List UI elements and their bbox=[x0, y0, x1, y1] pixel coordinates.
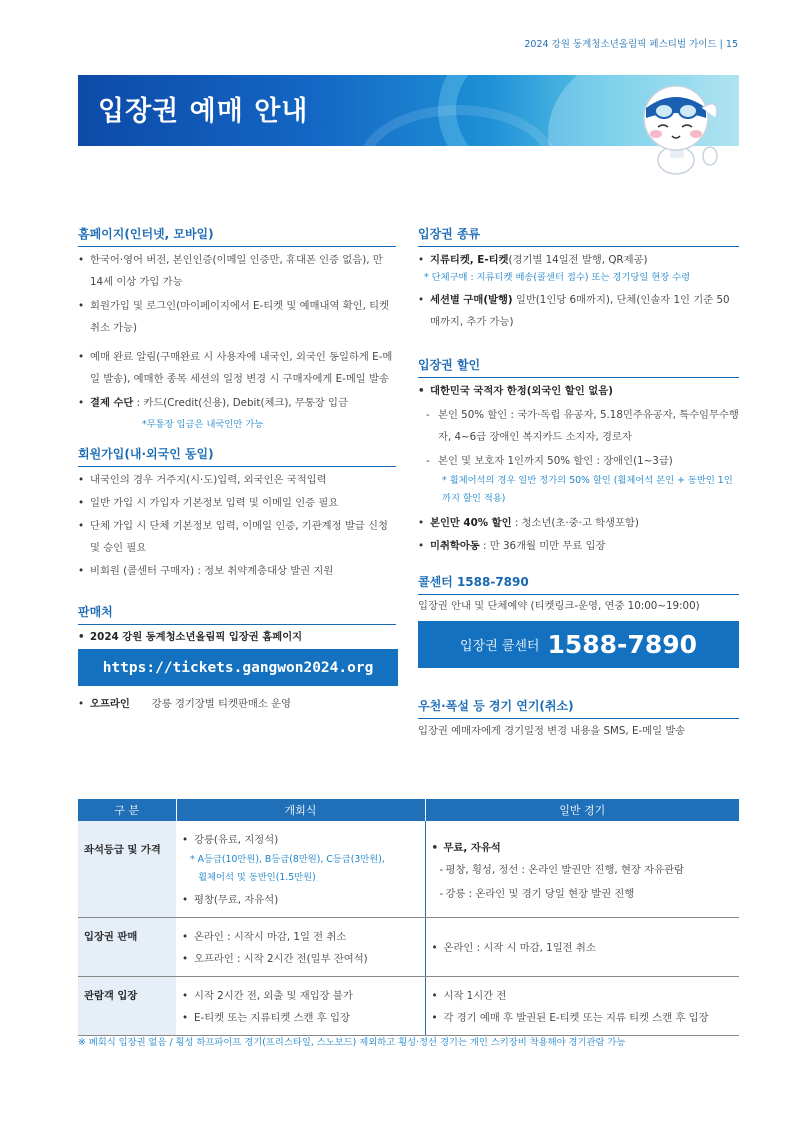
list-item: • 일반 가입 시 가입자 기본정보 입력 및 이메일 인증 필요 bbox=[78, 492, 396, 514]
ticket-type-bold: 지류티켓, E-티켓 bbox=[430, 254, 509, 266]
postpone-desc: 입장권 예매자에게 경기일정 변경 내용을 SMS, E-메일 발송 bbox=[418, 725, 686, 737]
ticket-type-text: (경기별 14일전 발행, QR제공) bbox=[508, 254, 648, 266]
cell-note: * A등급(10만원), B등급(8만원), C등급(3만원), bbox=[190, 854, 385, 865]
offline-text: 강릉 경기장별 티켓판매소 운영 bbox=[151, 698, 291, 710]
cell-item: • 오프라인 : 시작 2시간 전(일부 잔여석) bbox=[182, 948, 419, 970]
callcenter-box[interactable] bbox=[418, 621, 739, 668]
list-item: • 비회원 (콜센터 구매자) : 정보 취약계층대상 발권 지원 bbox=[78, 560, 396, 582]
section-title-seller: 판매처 bbox=[78, 603, 396, 625]
table-cell bbox=[176, 977, 425, 1036]
cell-note: 휠체어석 및 동반인(1.5만원) bbox=[198, 872, 316, 883]
ticket-info-table bbox=[78, 799, 739, 1036]
row-label: 좌석등급 및 가격 bbox=[78, 821, 176, 918]
discount-sub2: - 본인 및 보호자 1인까지 50% 할인 : 장애인(1~3급) bbox=[418, 450, 739, 472]
section-title-homepage: 홈페이지(인터넷, 모바일) bbox=[78, 225, 396, 247]
table-header: 일반 경기 bbox=[425, 799, 739, 821]
cell-sub: - 강릉 : 온라인 및 경기 당일 현장 발권 진행 bbox=[432, 883, 734, 905]
row-label: 관람객 입장 bbox=[78, 977, 176, 1036]
cell-sub: - 평창, 횡성, 정선 : 온라인 발권만 진행, 현장 자유관람 bbox=[432, 859, 734, 881]
seller-offline bbox=[78, 693, 396, 715]
list-item: • 단체 가입 시 단체 기본정보 입력, 이메일 인증, 기관계정 발급 신청 및 승인 필요 bbox=[78, 515, 396, 559]
seller-online bbox=[78, 626, 396, 648]
cell-item: • 평창(무료, 자유석) bbox=[182, 889, 419, 911]
list-item bbox=[78, 392, 396, 414]
cell-item: • 무료, 자유석 bbox=[432, 837, 734, 859]
footnote: ※ 폐회식 입장권 없음 / 횡성 하프파이프 경기(프리스타일, 스노보드) 제외하고 횡성·정선 경기는 개인 스키장비 착용해야 경기관람 가능 bbox=[78, 1037, 626, 1048]
table-cell bbox=[425, 821, 739, 918]
discount-nationality: • 대한민국 국적자 한정(외국인 할인 없음) bbox=[418, 380, 739, 402]
section-title-discount: 입장권 할인 bbox=[418, 356, 739, 378]
cell-item: • 시작 2시간 전, 외출 및 재입장 불가 bbox=[182, 985, 419, 1007]
list-item: • 내국인의 경우 거주지(시·도)입력, 외국인은 국적입력 bbox=[78, 469, 396, 491]
payment-text: : 카드(Credit(신용), Debit(체크), 무통장 입금 bbox=[133, 397, 348, 409]
ticket-type-note: * 단체구매 : 지류티켓 배송(콜센터 접수) 또는 경기당일 현장 수령 bbox=[424, 272, 691, 283]
cell-item: • 온라인 : 시작 시 마감, 1일전 취소 bbox=[432, 937, 734, 959]
discount-list bbox=[418, 380, 739, 557]
page-title: 입장권 예매 안내 bbox=[98, 96, 309, 127]
seller-online-label: • 2024 강원 동계청소년올림픽 입장권 홈페이지 bbox=[78, 626, 396, 648]
list-item: • 예매 완료 알림(구매완료 시 사용자에 내국인, 외국인 동일하게 E-메일 발송), 예매한 종목 세션의 일정 변경 시 구매자에게 E-메일 발송 bbox=[78, 346, 396, 390]
preschool-bold: 미취학아동 bbox=[430, 540, 480, 552]
table-row bbox=[78, 977, 739, 1036]
table-cell bbox=[176, 821, 425, 918]
table-header-row bbox=[78, 799, 739, 821]
cell-item: • 강릉(유료, 지정석) bbox=[182, 829, 419, 851]
callcenter-desc: 입장권 안내 및 단체예약 (티켓링크-운영, 연중 10:00~19:00) bbox=[418, 600, 700, 612]
callcenter-box-number: 1588-7890 bbox=[547, 630, 698, 659]
ticket-site-url-link[interactable]: https://tickets.gangwon2024.org bbox=[78, 649, 398, 686]
section-title-callcenter: 콜센터 1588-7890 bbox=[418, 573, 739, 595]
homepage-list bbox=[78, 249, 396, 434]
ticket-types-list bbox=[418, 249, 739, 333]
list-item: • 한국어·영어 버전, 본인인증(이메일 인증만, 휴대폰 인증 없음), 만 14세 이상 가입 가능 bbox=[78, 249, 396, 293]
section-title-membership: 회원가입(내·외국인 동일) bbox=[78, 445, 396, 467]
list-item: • 회원가입 및 로그인(마이페이지에서 E-티켓 및 예매내역 확인, 티켓 취소 가능) bbox=[78, 295, 396, 339]
cell-item: • E-티켓 또는 지류티켓 스캔 후 입장 bbox=[182, 1007, 419, 1029]
section-title-postpone: 우천·폭설 등 경기 연기(취소) bbox=[418, 697, 739, 719]
callcenter-box-label: 입장권 콜센터 bbox=[459, 639, 540, 654]
table-cell bbox=[176, 918, 425, 977]
table-header: 구 분 bbox=[78, 799, 176, 821]
discount-40-text: : 청소년(초·중·고 학생포함) bbox=[511, 517, 639, 529]
session-purchase-bold: 세션별 구매(발행) bbox=[430, 294, 513, 306]
mascot-illustration bbox=[636, 78, 726, 178]
table-cell bbox=[425, 977, 739, 1036]
running-head: 2024 강원 동계청소년올림픽 페스티벌 가이드 | 15 bbox=[524, 39, 738, 50]
discount-sub1: - 본인 50% 할인 : 국가·독립 유공자, 5.18민주유공자, 특수임무수행자, 4~6급 장애인 복지카드 소지자, 경로자 bbox=[418, 404, 739, 448]
table-row bbox=[78, 821, 739, 918]
payment-note: *무통장 입금은 내국인만 가능 bbox=[142, 419, 264, 430]
cell-item: • 온라인 : 시작시 마감, 1일 전 취소 bbox=[182, 926, 419, 948]
section-title-ticket-types: 입장권 종류 bbox=[418, 225, 739, 247]
table-header: 개회식 bbox=[176, 799, 425, 821]
session-purchase-text: 일반(1인당 6매까지), 단체(인솔자 1인 기준 50매까지, 추가 가능) bbox=[430, 294, 730, 328]
preschool-text: : 만 36개월 미만 무료 입장 bbox=[479, 540, 606, 552]
offline-label: 오프라인 bbox=[90, 698, 130, 710]
cell-item: • 시작 1시간 전 bbox=[432, 985, 734, 1007]
row-label: 입장권 판매 bbox=[78, 918, 176, 977]
discount-sub2-note: * 휠체어석의 경우 일반 정가의 50% 할인 (휠체어석 본인 + 동반인 1인까지 할인 적용) bbox=[442, 475, 733, 504]
membership-list bbox=[78, 469, 396, 582]
table-cell bbox=[425, 918, 739, 977]
discount-40-bold: 본인만 40% 할인 bbox=[430, 517, 512, 529]
table-row bbox=[78, 918, 739, 977]
payment-label: 결제 수단 bbox=[90, 397, 134, 409]
cell-item: • 각 경기 예매 후 발권된 E-티켓 또는 지류 티켓 스캔 후 입장 bbox=[432, 1007, 734, 1029]
